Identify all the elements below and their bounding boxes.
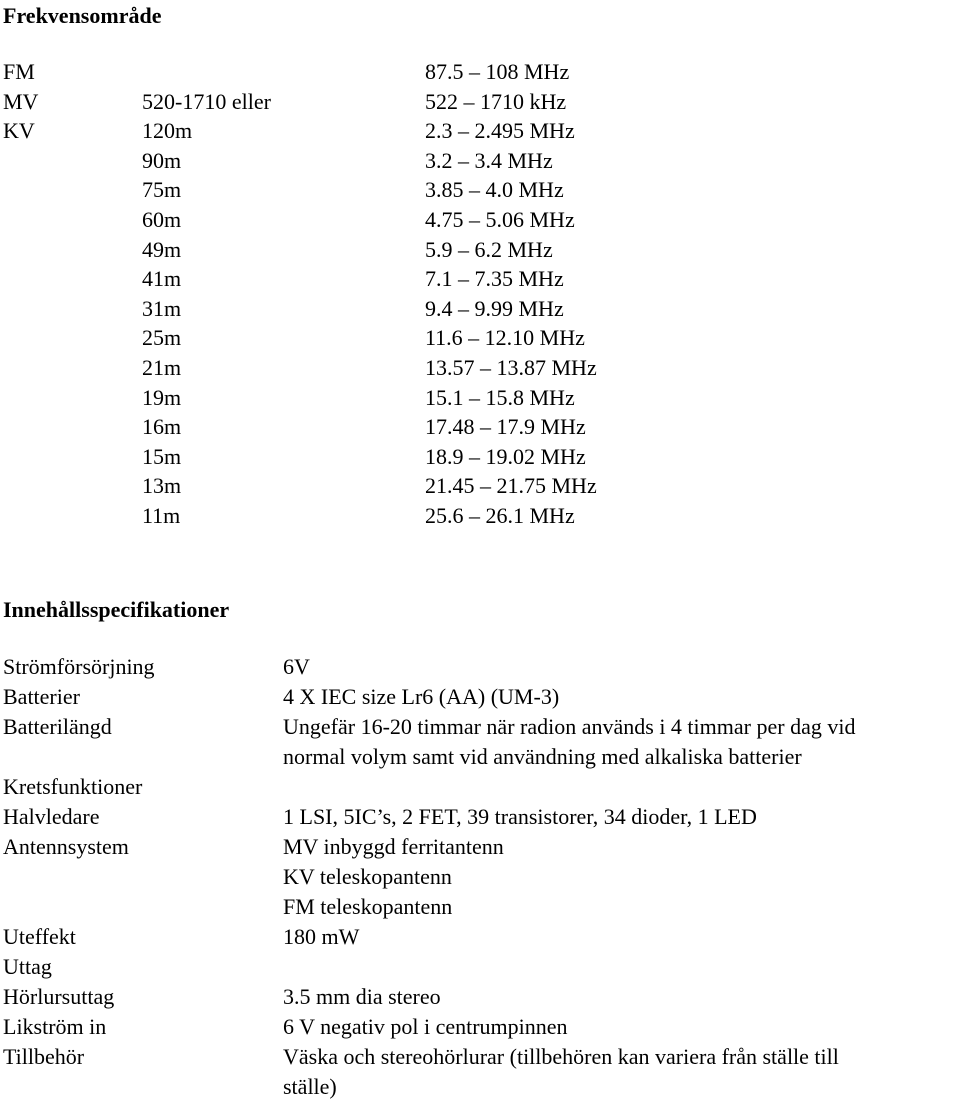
freq-row — [0, 442, 960, 472]
spec-value: 6V — [283, 654, 310, 679]
freq-row — [0, 471, 960, 501]
spec-label: Tillbehör — [3, 1044, 85, 1069]
spec-value: 180 mW — [283, 924, 360, 949]
spec-value: 1 LSI, 5IC’s, 2 FET, 39 transistorer, 34 dioder, 1 LED — [283, 804, 757, 829]
freq-band-label: KV — [3, 118, 35, 144]
spec-value — [283, 952, 958, 982]
freq-band-label: FM — [3, 59, 35, 84]
freq-row — [0, 146, 960, 176]
freq-section-title: Frekvensområde — [3, 3, 162, 28]
freq-row — [0, 383, 960, 413]
freq-range-value: 4.75 – 5.06 MHz — [425, 207, 575, 232]
spec-value — [283, 772, 958, 802]
freq-sub-label: 21m — [142, 355, 182, 380]
freq-sub-label: 25m — [142, 325, 182, 351]
freq-sub-label: 90m — [142, 147, 182, 173]
spec-value: 6 V negativ pol i centrumpinnen — [283, 1014, 568, 1039]
spec-label: Halvledare — [3, 804, 100, 829]
freq-range-value: 21.45 – 21.75 MHz — [425, 473, 597, 499]
spec-row — [3, 1042, 958, 1102]
spec-row — [3, 922, 958, 952]
spec-row — [3, 1012, 958, 1042]
freq-row — [0, 294, 960, 324]
freq-range-value: 87.5 – 108 MHz — [425, 59, 570, 84]
spec-value: 3.5 mm dia stereo — [283, 984, 441, 1009]
freq-sub-label: 49m — [142, 236, 182, 262]
freq-range-value: 2.3 – 2.495 MHz — [425, 118, 575, 144]
spec-row — [3, 712, 958, 772]
freq-sub-label: 16m — [142, 414, 182, 440]
freq-sub-label: 11m — [142, 503, 181, 528]
spec-row — [3, 832, 958, 922]
freq-range-value: 3.85 – 4.0 MHz — [425, 177, 564, 203]
freq-range-value: 3.2 – 3.4 MHz — [425, 147, 553, 173]
spec-value: MV inbyggd ferritantenn KV teleskopantenn FM teleskopantenn — [283, 834, 504, 919]
spec-label: Uttag — [3, 954, 52, 979]
freq-range-value: 9.4 – 9.99 MHz — [425, 295, 564, 321]
freq-range-value: 7.1 – 7.35 MHz — [425, 266, 564, 292]
spec-section-title: Innehållsspecifikationer — [3, 597, 230, 622]
freq-band-label: MV — [3, 88, 39, 114]
freq-sub-label: 120m — [142, 118, 193, 144]
freq-row — [0, 235, 960, 265]
spec-label: Batterier — [3, 684, 80, 709]
spec-table — [3, 652, 958, 1102]
freq-range-value: 15.1 – 15.8 MHz — [425, 384, 575, 410]
spec-row — [3, 952, 958, 982]
spec-label: Kretsfunktioner — [3, 774, 143, 799]
spec-label: Strömförsörjning — [3, 654, 155, 679]
spec-row — [3, 802, 958, 832]
freq-sub-label: 75m — [142, 177, 182, 203]
spec-label: Uteffekt — [3, 924, 76, 949]
freq-sub-label: 41m — [142, 266, 182, 292]
freq-row — [0, 264, 960, 294]
freq-row — [0, 205, 960, 235]
freq-row — [0, 501, 960, 531]
freq-range-value: 25.6 – 26.1 MHz — [425, 503, 575, 528]
freq-sub-label: 15m — [142, 443, 182, 469]
freq-row — [0, 353, 960, 383]
freq-row — [0, 412, 960, 442]
spec-row — [3, 682, 958, 712]
freq-sub-label: 19m — [142, 384, 182, 410]
freq-row — [0, 116, 960, 146]
spec-label: Likström in — [3, 1014, 107, 1039]
freq-row — [0, 57, 960, 87]
spec-row — [3, 772, 958, 802]
freq-range-value: 17.48 – 17.9 MHz — [425, 414, 586, 440]
spec-value: 4 X IEC size Lr6 (AA) (UM-3) — [283, 684, 560, 709]
spec-label: Batterilängd — [3, 714, 112, 739]
spec-value: Väska och stereohörlurar (tillbehören kan variera från ställe till ställe) — [283, 1044, 839, 1099]
spec-row — [3, 982, 958, 1012]
spec-row — [3, 652, 958, 682]
freq-range-value: 13.57 – 13.87 MHz — [425, 355, 597, 380]
freq-row — [0, 87, 960, 117]
freq-sub-label: 60m — [142, 207, 182, 232]
freq-range-value: 522 – 1710 kHz — [425, 88, 567, 114]
freq-sub-label: 520-1710 eller — [142, 88, 271, 114]
freq-range-value: 11.6 – 12.10 MHz — [425, 325, 585, 351]
freq-sub-label: 31m — [142, 295, 182, 321]
freq-row — [0, 175, 960, 205]
freq-range-value: 5.9 – 6.2 MHz — [425, 236, 553, 262]
freq-sub-label: 13m — [142, 473, 182, 499]
spec-label: Antennsystem — [3, 834, 129, 859]
freq-row — [0, 323, 960, 353]
spec-label: Hörlursuttag — [3, 984, 115, 1009]
spec-value: Ungefär 16-20 timmar när radion används i 4 timmar per dag vid normal volym samt vid användning med alkaliska batterier — [283, 714, 856, 769]
freq-range-value: 18.9 – 19.02 MHz — [425, 443, 586, 469]
